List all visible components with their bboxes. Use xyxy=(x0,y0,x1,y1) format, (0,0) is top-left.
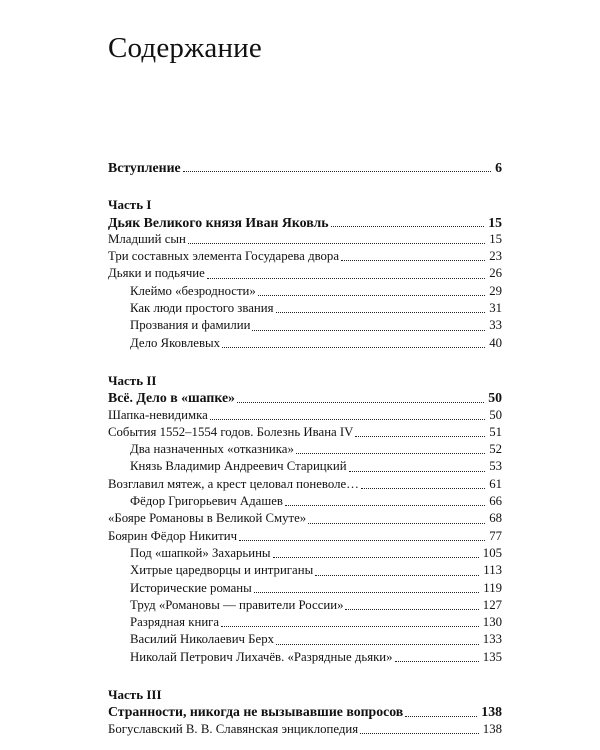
dot-leader xyxy=(188,243,485,244)
toc-parts xyxy=(108,176,502,738)
toc-entry[interactable] xyxy=(108,283,502,300)
toc-entry[interactable] xyxy=(108,721,502,738)
toc-entry[interactable] xyxy=(108,265,502,282)
toc-entry[interactable] xyxy=(108,562,502,579)
dot-leader xyxy=(183,171,491,172)
toc-entry-label: Исторические романы xyxy=(130,580,252,595)
dot-leader xyxy=(237,402,484,403)
toc-entry-label: Хитрые царедворцы и интриганы xyxy=(130,563,314,578)
dot-leader xyxy=(239,540,485,541)
toc-page-number: 119 xyxy=(483,580,502,595)
dot-leader xyxy=(395,661,479,662)
toc-page-number: 130 xyxy=(482,615,502,630)
toc-entry[interactable] xyxy=(108,631,502,648)
dot-leader xyxy=(276,644,479,645)
dot-leader xyxy=(221,626,479,627)
toc-entry-label: Младший сын xyxy=(108,231,186,246)
toc-page-number: 138 xyxy=(481,704,502,720)
toc-entry[interactable] xyxy=(108,231,502,248)
toc-entry-label: Прозвания и фамилии xyxy=(130,318,251,333)
toc-entry-label: Князь Владимир Андреевич Старицкий xyxy=(130,459,347,474)
toc-entry[interactable] xyxy=(108,317,502,334)
section-gap xyxy=(108,352,502,372)
toc-page-number: 113 xyxy=(483,563,502,578)
toc-entry[interactable] xyxy=(108,248,502,265)
toc-entry-label: Фёдор Григорьевич Адашев xyxy=(130,494,283,509)
toc-page-number: 26 xyxy=(489,266,502,281)
dot-leader xyxy=(345,609,478,610)
toc-entry-label: Дьяки и подьячие xyxy=(108,266,205,281)
page-title: Содержание xyxy=(108,32,262,64)
dot-leader xyxy=(349,471,486,472)
toc-entry-label: Николай Петрович Лихачёв. «Разрядные дьяки» xyxy=(130,649,393,664)
toc-page-number: 40 xyxy=(489,335,502,350)
toc-entry[interactable] xyxy=(108,300,502,317)
dot-leader xyxy=(207,278,485,279)
toc-entry-label: Клеймо «безродности» xyxy=(130,283,256,298)
dot-leader xyxy=(252,330,485,331)
toc-entry-label: Вступление xyxy=(108,160,181,175)
dot-leader xyxy=(285,505,485,506)
toc-page-number: 15 xyxy=(489,231,502,246)
dot-leader xyxy=(258,295,485,296)
toc-page-number: 68 xyxy=(489,511,502,526)
part-label: Часть I xyxy=(108,197,152,213)
toc-part-heading[interactable] xyxy=(108,389,502,406)
toc-page-number: 105 xyxy=(482,545,502,560)
toc-entry[interactable] xyxy=(108,545,502,562)
toc-entry-label: «Бояре Романовы в Великой Смуте» xyxy=(108,511,307,526)
dot-leader xyxy=(308,523,485,524)
toc-entry-label: Как люди простого звания xyxy=(130,301,274,316)
toc-entry-label: Всё. Дело в «шапке» xyxy=(108,390,235,406)
section-gap xyxy=(108,666,502,686)
toc-page-number: 31 xyxy=(489,301,502,316)
toc-page-number: 135 xyxy=(482,649,502,664)
toc-entry[interactable] xyxy=(108,649,502,666)
toc-entry[interactable] xyxy=(108,476,502,493)
toc-entry-label: Дьяк Великого князя Иван Яковль xyxy=(108,214,329,230)
toc-page-number: 127 xyxy=(482,597,502,612)
dot-leader xyxy=(360,733,479,734)
toc-entry-label: Труд «Романовы — правители России» xyxy=(130,597,344,612)
toc-entry[interactable] xyxy=(108,493,502,510)
dot-leader xyxy=(276,312,486,313)
toc-entry[interactable] xyxy=(108,441,502,458)
toc-page-number: 29 xyxy=(489,283,502,298)
toc-part-heading[interactable] xyxy=(108,703,502,720)
toc-intro-row[interactable] xyxy=(108,159,502,176)
dot-leader xyxy=(254,592,480,593)
toc-page-number: 23 xyxy=(489,249,502,264)
toc-page-number: 15 xyxy=(488,214,502,230)
toc-entry-label: Два назначенных «отказника» xyxy=(130,442,294,457)
dot-leader xyxy=(210,419,485,420)
toc-entry[interactable] xyxy=(108,580,502,597)
toc-entry[interactable] xyxy=(108,458,502,475)
toc-entry[interactable] xyxy=(108,335,502,352)
toc-page-number: 138 xyxy=(482,721,502,736)
toc-page-number: 51 xyxy=(489,424,502,439)
toc-entry-label: Боярин Фёдор Никитич xyxy=(108,528,238,543)
dot-leader xyxy=(341,260,485,261)
toc-entry-label: Три составных элемента Государева двора xyxy=(108,249,340,264)
toc-entry[interactable] xyxy=(108,510,502,527)
section-gap xyxy=(108,176,502,196)
toc-entry-label: Дело Яковлевых xyxy=(130,335,221,350)
toc-entry-label: Разрядная книга xyxy=(130,615,220,630)
toc-page-number: 52 xyxy=(489,442,502,457)
dot-leader xyxy=(315,575,479,576)
toc-part-heading[interactable] xyxy=(108,214,502,231)
toc-entry-label: Шапка-невидимка xyxy=(108,407,208,422)
toc-entry-label: Под «шапкой» Захарьины xyxy=(130,545,271,560)
dot-leader xyxy=(331,226,485,227)
table-of-contents xyxy=(108,159,502,738)
toc-page-number: 53 xyxy=(489,459,502,474)
toc-entry[interactable] xyxy=(108,424,502,441)
toc-page-number: 66 xyxy=(489,494,502,509)
toc-entry[interactable] xyxy=(108,528,502,545)
toc-page-number: 50 xyxy=(489,407,502,422)
part-label: Часть II xyxy=(108,372,157,388)
toc-entry-label: Возглавил мятеж, а крест целовал поневоле… xyxy=(108,476,359,491)
toc-entry[interactable] xyxy=(108,597,502,614)
dot-leader xyxy=(355,436,485,437)
dot-leader xyxy=(222,347,485,348)
dot-leader xyxy=(361,488,485,489)
toc-entry-label: События 1552–1554 годов. Болезнь Ивана IV xyxy=(108,424,354,439)
toc-entry[interactable] xyxy=(108,614,502,631)
toc-entry[interactable] xyxy=(108,407,502,424)
toc-page-number: 133 xyxy=(482,632,502,647)
toc-page-number: 6 xyxy=(495,160,502,175)
toc-page-number: 33 xyxy=(489,318,502,333)
toc-entry-label: Василий Николаевич Берх xyxy=(130,632,275,647)
toc-page-number: 77 xyxy=(489,528,502,543)
dot-leader xyxy=(273,557,479,558)
toc-page-number: 50 xyxy=(488,390,502,406)
dot-leader xyxy=(296,453,485,454)
toc-entry-label: Странности, никогда не вызывавшие вопросов xyxy=(108,704,404,720)
toc-entry-label: Богуславский В. В. Славянская энциклопедия xyxy=(108,721,359,736)
part-label: Часть III xyxy=(108,687,162,703)
toc-page-number: 61 xyxy=(489,476,502,491)
dot-leader xyxy=(405,716,477,717)
